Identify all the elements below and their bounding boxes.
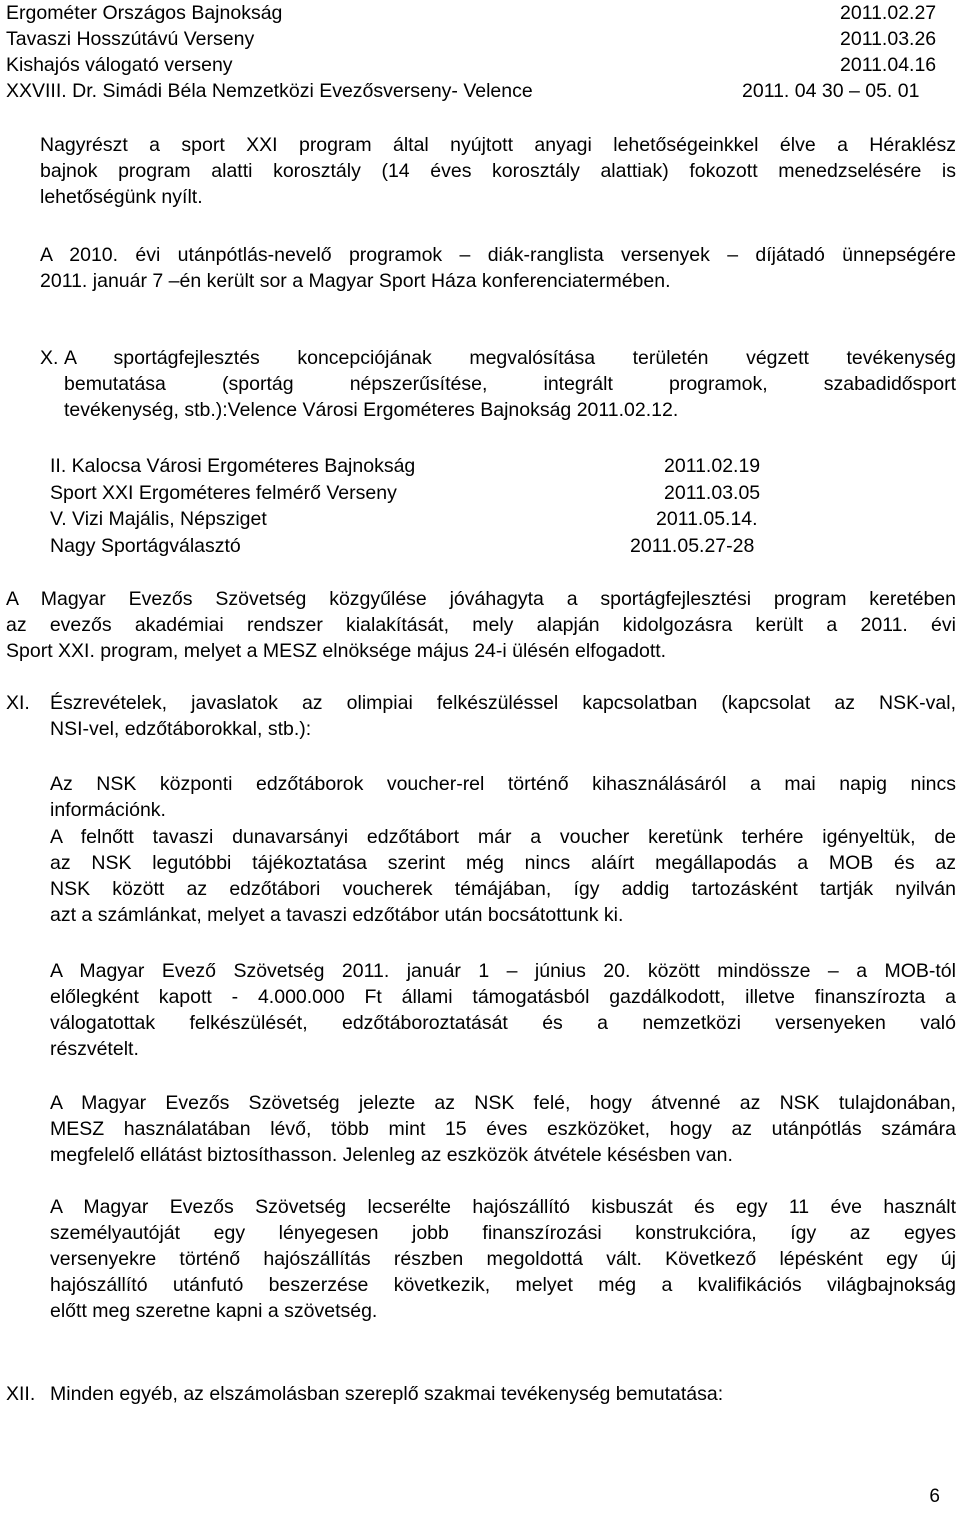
event-date: 2011.03.26	[840, 28, 937, 50]
paragraph-mesz	[6, 586, 956, 664]
event-name: II. Kalocsa Városi Ergométeres Bajnokság	[50, 455, 416, 477]
text-line: személyautóját egy lényegesen jobb finanszírozási konstrukcióra, így az egyes	[50, 1222, 956, 1244]
text-line: A felnőtt tavaszi dunavarsányi edzőtábort már a voucher keretünk terhére igényeltük, de	[50, 826, 956, 848]
text-line: 2011. január 7 –én került sor a Magyar Sport Háza konferenciatermében.	[40, 270, 671, 292]
text-line: Nagyrészt a sport XXI program által nyújtott anyagi lehetőségeinkkel élve a Héraklész	[40, 134, 956, 156]
paragraph-2010	[40, 242, 956, 294]
text-line: MESZ használatában lévő, több mint 15 éves eszközöket, hogy az utánpótlás számára	[50, 1118, 956, 1140]
paragraph-felnott	[50, 824, 956, 928]
section-number: XI.	[6, 692, 30, 714]
event-date: 2011.02.19	[664, 455, 761, 477]
text-line: A Magyar Evezős Szövetség jelezte az NSK felé, hogy átvenné az NSK tulajdonában,	[50, 1092, 956, 1114]
text-line: megfelelő ellátást biztosíthasson. Jelenleg az eszközök átvétele késésben van.	[50, 1144, 733, 1166]
text-line: előlegként kapott - 4.000.000 Ft állami támogatásból gazdálkodott, illetve finanszírozta a	[50, 986, 956, 1008]
text-line: bajnok program alatti korosztály (14 éves korosztály alattiak) fokozott menedzselésére is	[40, 160, 956, 182]
paragraph-heraklesz	[40, 132, 956, 210]
text-line: A Magyar Evezős Szövetség lecserélte hajószállító kisbuszát és egy 11 éve használt	[50, 1196, 956, 1218]
event-name: XXVIII. Dr. Simádi Béla Nemzetközi Evezősverseny- Velence	[6, 80, 533, 102]
paragraph-busz	[50, 1194, 956, 1324]
section-xii-text: Minden egyéb, az elszámolásban szereplő szakmai tevékenység bemutatása:	[50, 1383, 724, 1405]
section-number: XII.	[6, 1383, 36, 1405]
section-xi-text	[50, 690, 956, 742]
event-name: Ergométer Országos Bajnokság	[6, 2, 283, 24]
text-line: A Magyar Evező Szövetség 2011. január 1 – június 20. között mindössze – a MOB-tól	[50, 960, 956, 982]
event-name: V. Vizi Majális, Népsziget	[50, 508, 267, 530]
paragraph-mob	[50, 958, 956, 1062]
event-date: 2011.05.14.	[656, 508, 758, 530]
text-line: bemutatása (sportág népszerűsítése, integrált programok, szabadidősport	[64, 373, 956, 395]
text-line: válogatottak felkészülését, edzőtáboroztatását és a nemzetközi versenyeken való	[50, 1012, 956, 1034]
text-line: lehetőségünk nyílt.	[40, 186, 203, 208]
text-line: A Magyar Evezős Szövetség közgyűlése jóváhagyta a sportágfejlesztési program keretében	[6, 588, 956, 610]
event-name: Tavaszi Hosszútávú Verseny	[6, 28, 255, 50]
text-line: NSI-vel, edzőtáborokkal, stb.):	[50, 718, 312, 740]
text-line: az evezős akadémiai rendszer kialakítását, mely alapján kidolgozásra került a 2011. évi	[6, 614, 956, 636]
text-line: Sport XXI. program, melyet a MESZ elnöksége május 24-i ülésén elfogadott.	[6, 640, 667, 662]
text-line: versenyekre történő hajószállítás részben megoldottá vált. Következő lépésként egy új	[50, 1248, 956, 1270]
text-line: tevékenység, stb.):Velence Városi Ergométeres Bajnokság 2011.02.12.	[64, 399, 679, 421]
text-line: A sportágfejlesztés koncepciójának megvalósítása területén végzett tevékenység	[64, 347, 956, 369]
page-number: 6	[929, 1486, 940, 1507]
event-name: Nagy Sportágválasztó	[50, 535, 241, 557]
event-date: 2011.04.16	[840, 54, 937, 76]
event-date: 2011. 04 30 – 05. 01	[742, 80, 920, 102]
text-line: részvételt.	[50, 1038, 139, 1060]
text-line: Észrevételek, javaslatok az olimpiai felkészüléssel kapcsolatban (kapcsolat az NSK-val,	[50, 692, 956, 714]
text-line: azt a számlánkat, melyet a tavaszi edzőtábor után bocsátottunk ki.	[50, 904, 624, 926]
event-date: 2011.03.05	[664, 482, 761, 504]
event-name: Sport XXI Ergométeres felmérő Verseny	[50, 482, 397, 504]
event-name: Kishajós válogató verseny	[6, 54, 233, 76]
text-line: hajószállító utánfutó beszerzése következik, melyet még a kvalifikációs világbajnokság	[50, 1274, 956, 1296]
event-date: 2011.02.27	[840, 2, 937, 24]
text-line: előtt meg szeretne kapni a szövetség.	[50, 1300, 378, 1322]
text-line: információnk.	[50, 799, 166, 821]
paragraph-nsk	[50, 771, 956, 823]
paragraph-eszkoz	[50, 1090, 956, 1168]
section-number: X.	[40, 347, 59, 369]
text-line: Az NSK központi edzőtáborok voucher-rel történő kihasználásáról a mai napig nincs	[50, 773, 956, 795]
text-line: A 2010. évi utánpótlás-nevelő programok – diák-ranglista versenyek – díjátadó ünnepségére	[40, 244, 956, 266]
section-x-text	[64, 345, 956, 423]
text-line: az NSK legutóbbi tájékoztatása szerint még nincs aláírt megállapodás a MOB és az	[50, 852, 956, 874]
event-date: 2011.05.27-28	[630, 535, 755, 557]
text-line: NSK között az edzőtábori voucherek témájában, így addig tartozásként tartják nyilván	[50, 878, 956, 900]
